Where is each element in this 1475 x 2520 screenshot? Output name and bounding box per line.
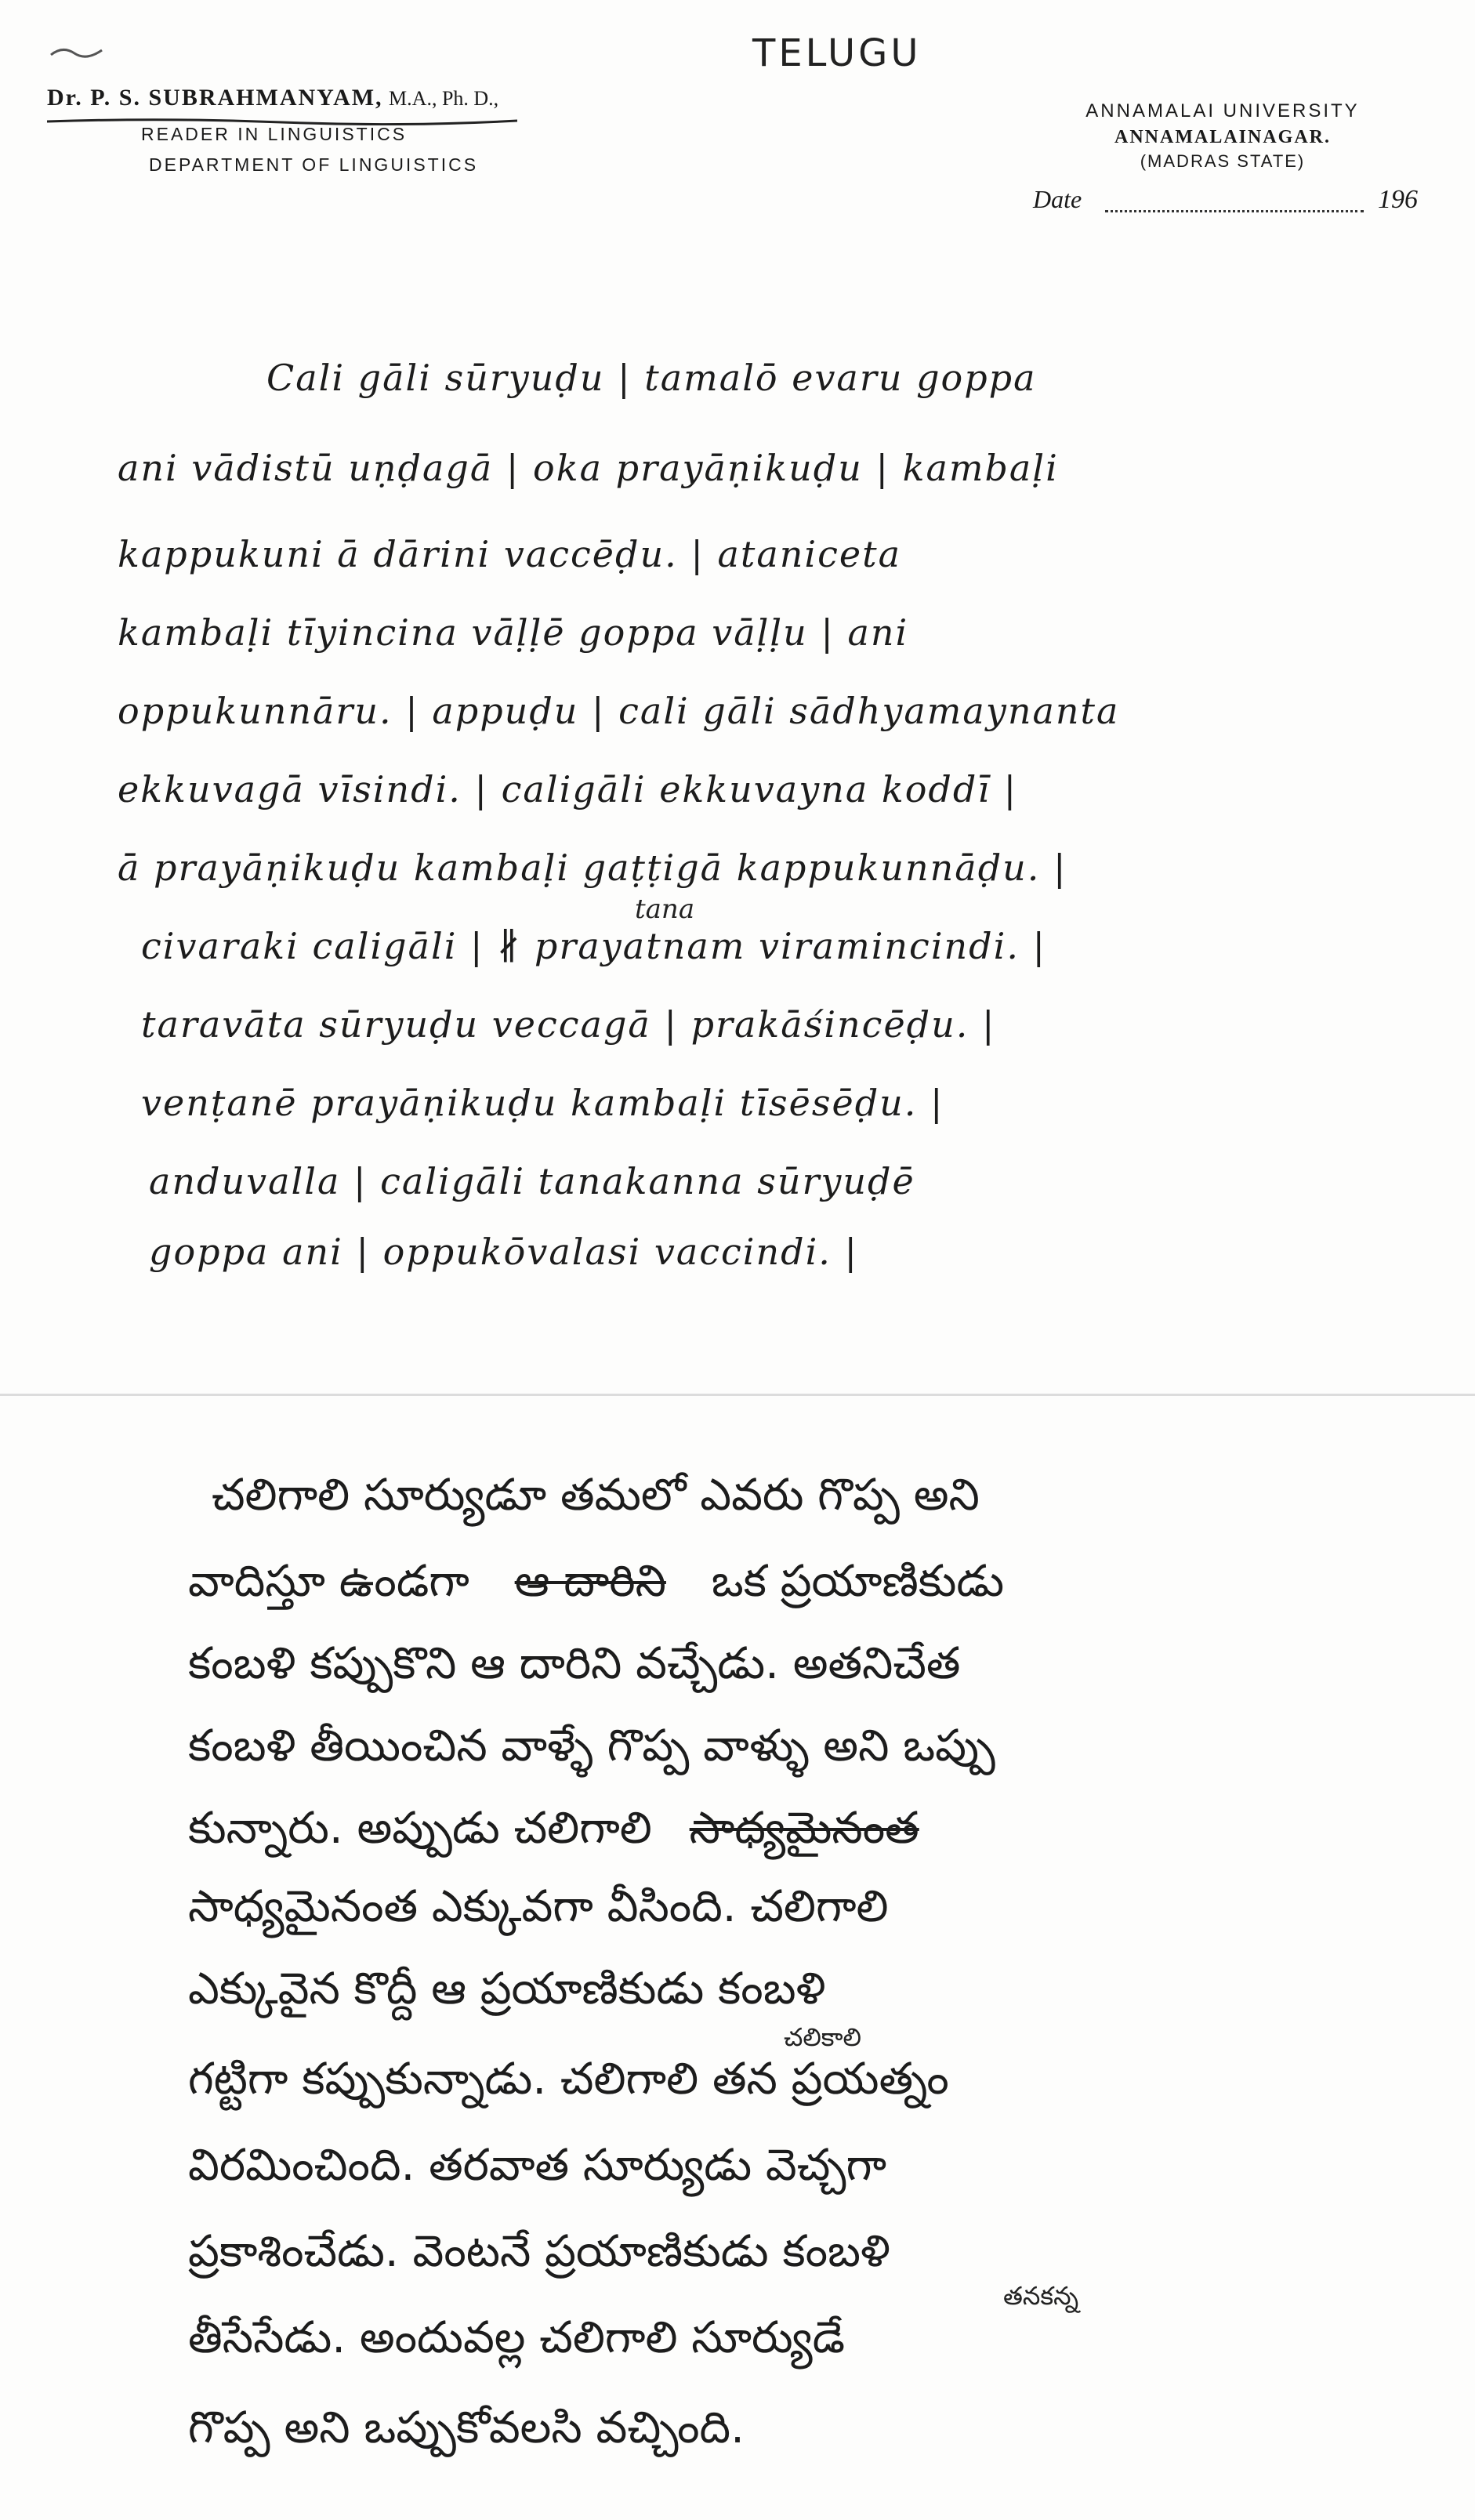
telugu-text: ఒక ప్రయాణికుడు — [711, 1556, 1005, 1607]
telugu-line: విరమించింది. తరవాత సూర్యుడు వెచ్చగా — [188, 2140, 887, 2191]
telugu-struck-text: ఆ దారిని — [514, 1556, 666, 1607]
page-fold-line — [0, 1394, 1475, 1396]
telugu-struck-text: సాధ్యమైనంత — [689, 1803, 919, 1854]
telugu-line: గొప్ప అని ఒప్పుకోవలసి వచ్చింది. — [188, 2402, 745, 2453]
author-position: READER IN LINGUISTICS — [141, 124, 408, 144]
university-name: ANNAMALAI UNIVERSITY — [1085, 100, 1360, 121]
translit-line: ā prayāṇikuḍu kambaḷi gaṭṭigā kappukunnāḍu. | — [118, 847, 1067, 889]
telugu-insertion: తనకన్న — [1003, 2281, 1079, 2311]
telugu-line: సాధ్యమైనంత ఎక్కువగా వీసింది. చలిగాలి — [188, 1881, 889, 1932]
corner-stamp-mark — [47, 39, 110, 63]
translit-line: venṭanē prayāṇikuḍu kambaḷi tīsēsēḍu. | — [141, 1082, 944, 1124]
translit-insertion: tana — [635, 894, 695, 925]
university-state: (MADRAS STATE) — [1140, 151, 1306, 171]
date-label: Date — [1033, 185, 1082, 213]
translit-line: taravāta sūryuḍu veccagā | prakāśincēḍu. | — [141, 1003, 996, 1046]
translit-line: ekkuvagā vīsindi. | caligāli ekkuvayna koddī | — [118, 768, 1018, 810]
date-year: 196 — [1378, 185, 1418, 214]
author-degrees: M.A., Ph. D., — [389, 87, 499, 110]
letterhead-right — [1019, 100, 1426, 172]
telugu-line: కంబళి తీయించిన వాళ్ళే గొప్ప వాళ్ళు అని ఒప్పు — [188, 1720, 995, 1771]
telugu-text: వాదిస్తూ ఉండగా — [188, 1556, 469, 1607]
university-place: ANNAMALAINAGAR. — [1114, 127, 1331, 147]
author-department: DEPARTMENT OF LINGUISTICS — [149, 154, 479, 175]
translit-line: goppa ani | oppukōvalasi vaccindi. | — [149, 1231, 859, 1273]
date-dotted-line — [1105, 210, 1364, 212]
page-title: TELUGU — [752, 31, 922, 75]
date-field — [1033, 185, 1441, 219]
letterhead-left — [47, 85, 643, 176]
telugu-line: తీసేసేడు. అందువల్ల చలిగాలి సూర్యుడే — [188, 2312, 846, 2363]
translit-line: ani vādistū uṇḍagā | oka prayāṇikuḍu | kambaḷi — [118, 447, 1059, 489]
telugu-line — [188, 1556, 1004, 1618]
telugu-line: గట్టిగా కప్పుకున్నాడు. చలిగాలి తన ప్రయత్నం — [188, 2054, 949, 2105]
telugu-line: ప్రకాశించేడు. వెంటనే ప్రయాణికుడు కంబళి — [188, 2226, 890, 2277]
translit-line: kappukuni ā dārini vaccēḍu. | ataniceta — [118, 533, 902, 575]
telugu-line: చలిగాలి సూర్యుడూ తమలో ఎవరు గొప్ప అని — [212, 1470, 980, 1521]
translit-line: kambaḷi tīyincina vāḷḷē goppa vāḷḷu | ani — [118, 611, 909, 654]
telugu-text: కున్నారు. అప్పుడు చలిగాలి — [188, 1803, 652, 1854]
letterhead-name-row — [47, 85, 643, 111]
author-name: Dr. P. S. SUBRAHMANYAM, — [47, 85, 383, 111]
telugu-insertion: చలికాలి — [784, 2022, 861, 2052]
telugu-line — [188, 1803, 919, 1865]
translit-line: oppukunnāru. | appuḍu | cali gāli sādhyamaynanta — [118, 690, 1120, 732]
telugu-line: ఎక్కువైన కొద్దీ ఆ ప్రయాణికుడు కంబళి — [188, 1963, 826, 2014]
translit-line: civaraki caligāli | ∦ prayatnam viramincindi. | — [141, 925, 1047, 967]
telugu-line: కంబళి కప్పుకొని ఆ దారిని వచ్చేడు. అతనిచేత — [188, 1638, 961, 1689]
translit-line: Cali gāli sūryuḍu | tamalō evaru goppa — [266, 357, 1037, 399]
name-underline — [47, 118, 517, 125]
translit-line: anduvalla | caligāli tanakanna sūryuḍē — [149, 1160, 915, 1202]
